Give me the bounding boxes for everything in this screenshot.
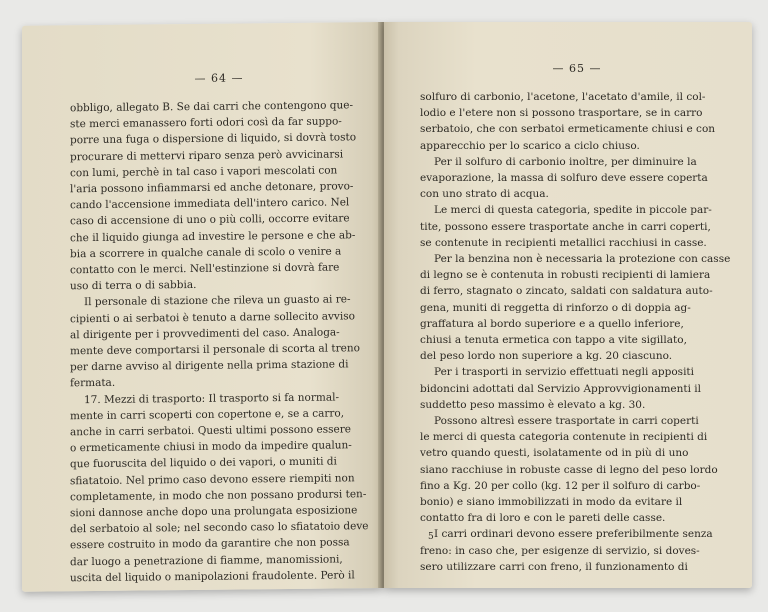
text-line: del peso lordo non superiore a kg. 20 ciascuno. <box>420 350 673 363</box>
text-line: completamente, in modo che non possano prodursi ten- <box>70 488 367 504</box>
text-line: bonio) e siano immobilizzati in modo da evitare il <box>420 496 683 509</box>
right-page-text <box>420 89 734 575</box>
text-line: con uno strato di acqua. <box>420 188 549 201</box>
text-line: fermata. <box>70 377 116 390</box>
text-line: se contenute in recipienti metallici racchiusi in casse. <box>420 236 707 249</box>
text-line: di legno se è contenuta in robusti recipienti di lamiera <box>420 269 711 282</box>
right-page <box>384 22 752 588</box>
left-page-number: — 64 — <box>194 71 244 85</box>
text-line: uso di terra o di sabbia. <box>70 279 197 293</box>
text-line: caso di accensione di uno o più colli, occorre evitare <box>70 212 350 228</box>
text-line: contatto con le merci. Nell'estinzione si dovrà fare <box>70 261 340 277</box>
text-line: di ferro, stagnato o zincato, saldati con saldatura auto- <box>420 285 713 298</box>
text-line: anche in carri serbatoi. Questi ultimi possono essere <box>70 423 351 439</box>
text-line: con lumi, perchè in tal caso i vapori mescolati con <box>70 164 338 180</box>
right-page-number: — 65 — <box>552 62 602 75</box>
text-line: evaporazione, la massa di solfuro deve essere coperta <box>420 172 708 185</box>
text-line: Per la benzina non è necessaria la protezione con casse <box>434 253 731 266</box>
text-line: per darne avviso al dirigente nella prima stazione di <box>70 358 349 374</box>
text-line: lodio e l'etere non si possono trasportare, se in carro <box>420 107 703 120</box>
text-line: siano racchiuse in robuste casse di legno del peso lordo <box>420 463 718 476</box>
text-line: essere costruito in modo da garantire che non possa <box>70 536 350 552</box>
text-line: chiusi a tenuta ermetica con tappo a vite sigillato, <box>420 334 687 347</box>
text-line: fino a Kg. 20 per collo (kg. 12 per il solfuro di carbo- <box>420 479 701 492</box>
text-line: al dirigente per i provvedimenti del caso. Analoga- <box>70 326 340 342</box>
text-line: uscita del liquido o manipolazioni fraudolente. Però il <box>70 569 355 585</box>
text-line: mente deve comportarsi il personale di scorta al treno <box>70 342 360 358</box>
text-line: porre una fuga o dispersione di liquido, si dovrà tosto <box>70 131 357 147</box>
text-line: solfuro di carbonio, l'acetone, l'acetato d'amile, il col- <box>420 91 706 103</box>
text-line: graffatura al bordo superiore e a quello inferiore, <box>420 317 684 330</box>
text-line: tite, possono essere trasportate anche in carri coperti, <box>420 220 711 233</box>
text-line: gena, muniti di reggetta di rinforzo o di doppia ag- <box>420 301 691 314</box>
text-line: Le merci di questa categoria, spedite in piccole par- <box>434 204 712 217</box>
text-line: sfiatatoio. Nel primo caso devono essere riempiti non <box>70 471 355 487</box>
text-line: ste merci emanassero forti odori così da far suppo- <box>70 115 342 131</box>
text-line: dar luogo a penetrazione di fiamme, manomissioni, <box>70 553 343 568</box>
text-line: l'aria possono infiammarsi ed anche detonare, provo- <box>70 180 354 196</box>
text-line: o ermeticamente chiusi in modo da impedire qualun- <box>70 439 352 455</box>
text-line: procurare di mettervi riparo senza però avvicinarsi <box>70 148 344 163</box>
text-line: que fuoruscita del liquido o dei vapori, o muniti di <box>70 455 337 471</box>
text-line: vetro quando questi, isolatamente od in più di uno <box>420 447 689 460</box>
text-line: Il personale di stazione che rileva un guasto ai re- <box>84 293 351 309</box>
text-line: che il liquido giunga ad investire le persone e che ab- <box>70 228 356 244</box>
text-line: sioni dannose anche dopo una prolungata esposizione <box>70 504 358 520</box>
text-line: serbatoio, che con serbatoi ermeticamente chiusi e con <box>420 123 716 136</box>
text-line: I carri ordinari devono essere preferibilmente senza <box>434 528 713 541</box>
text-line: cipienti o ai serbatoi è tenuto a darne sollecito avviso <box>70 309 355 325</box>
text-line: sero utilizzare carri con freno, il funzionamento di <box>420 560 688 573</box>
text-line: cando l'accensione immediata dell'intero carico. Nel <box>70 196 350 212</box>
text-line: suddetto peso massimo è elevato a kg. 30. <box>420 398 646 411</box>
text-line: del serbatoio al sole; nel secondo caso lo sfiatatoio deve <box>70 520 369 536</box>
left-page-text <box>70 97 368 586</box>
text-line: obbligo, allegato B. Se dai carri che contengono que- <box>70 99 354 115</box>
signature-mark: 5 <box>428 532 434 542</box>
text-line: le merci di questa categoria contenute in recipienti di <box>420 431 708 444</box>
text-line: apparecchio per lo scarico a ciclo chiuso. <box>420 139 640 152</box>
text-line: mente in carri scoperti con copertone e, se a carro, <box>70 407 345 423</box>
text-line: 17. Mezzi di trasporto: Il trasporto si fa normal- <box>84 391 340 406</box>
text-line: freno: in caso che, per esigenze di servizio, si doves- <box>420 544 700 557</box>
left-page <box>22 22 382 592</box>
text-line: contatto fra di loro e con le pareti delle casse. <box>420 512 666 525</box>
text-line: Per il solfuro di carbonio inoltre, per diminuire la <box>434 155 697 168</box>
text-line: Possono altresì essere trasportate in carri coperti <box>434 415 699 428</box>
text-line: Per i trasporti in servizio effettuati negli appositi <box>434 366 695 379</box>
text-line: bidoncini adottati dal Servizio Approvvigionamenti il <box>420 382 702 395</box>
text-line: bia a scorrere in qualche canale di scolo o venire a <box>70 245 342 261</box>
open-book <box>22 22 752 588</box>
